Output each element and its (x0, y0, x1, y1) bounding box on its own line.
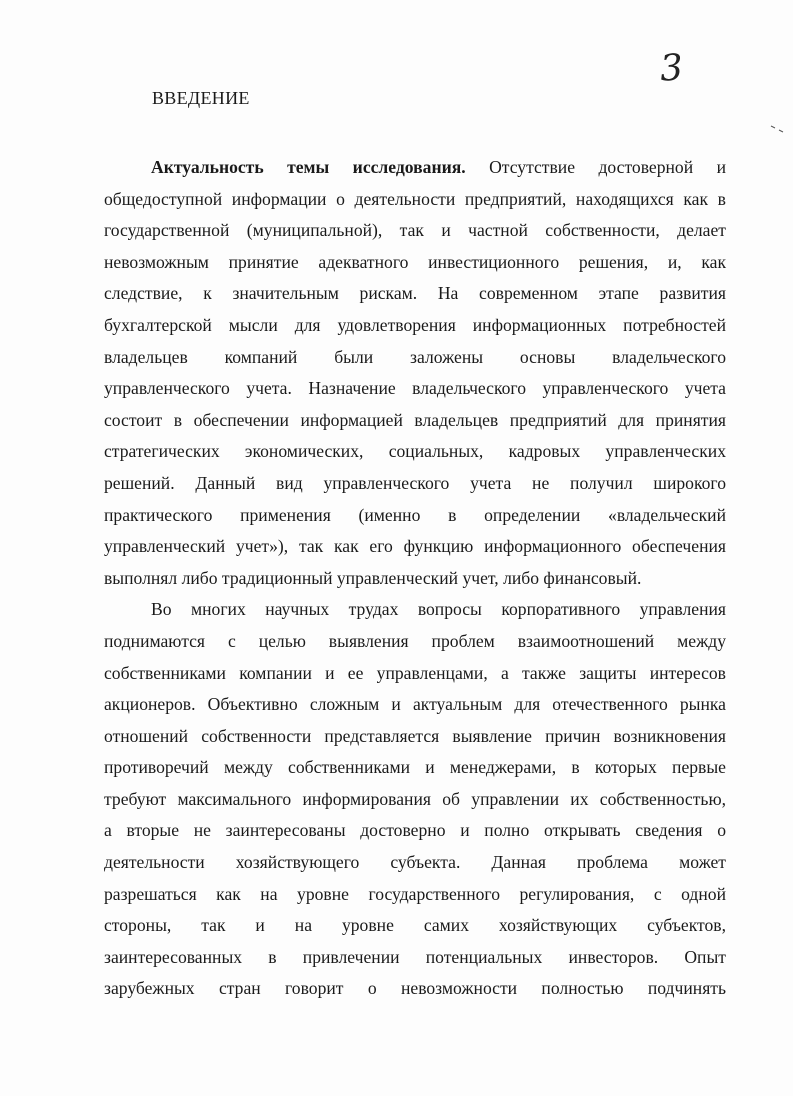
paragraph-1-line-1 (104, 152, 726, 184)
paragraph-2-line: требуют максимального информирования об управлении их собственностью, (104, 788, 726, 809)
paragraph-1-line: решений. Данный вид управленческого учета не получил широкого (104, 472, 726, 493)
paragraph-2-line: противоречий между собственниками и менеджерами, в которых первые (104, 757, 726, 778)
paragraph-2-line: стороны, так и на уровне самих хозяйствующих субъектов, (104, 915, 726, 936)
paragraph-2-line: зарубежных стран говорит о невозможности полностью подчинять (104, 978, 726, 999)
paragraph-1-line: общедоступной информации о деятельности предприятий, находящихся как в (104, 188, 726, 209)
handwritten-page-number: 3 (658, 47, 685, 90)
paragraph-2-line: акционеров. Объективно сложным и актуальным для отечественного рынка (104, 694, 726, 715)
paragraph-2-line: собственниками компании и ее управленцами, а также защиты интересов (104, 662, 726, 683)
paragraph-1-line: стратегических экономических, социальных, кадровых управленческих (104, 441, 726, 462)
paragraph-1-line: практического применения (именно в определении «владельческий (104, 504, 726, 525)
paragraph-1-line: управленческий учет»), так как его функцию информационного обеспечения (104, 536, 726, 557)
scan-artifact-mark (770, 124, 784, 134)
paragraph-1-line: государственной (муниципальной), так и частной собственности, делает (104, 220, 726, 241)
paragraph-1-bold-lead: Актуальность темы исследования. (151, 157, 466, 177)
paragraph-2-line: Во многих научных трудах вопросы корпоративного управления (151, 599, 726, 620)
paragraph-2-line: а вторые не заинтересованы достоверно и полно открывать сведения о (104, 820, 726, 841)
paragraph-1-line-1-rest: Отсутствие достоверной и (489, 157, 726, 177)
paragraph-1-line: состоит в обеспечении информацией владельцев предприятий для принятия (104, 409, 726, 430)
paragraph-1-line: управленческого учета. Назначение владельческого управленческого учета (104, 378, 726, 399)
paragraph-2-line: поднимаются с целью выявления проблем взаимоотношений между (104, 630, 726, 651)
paragraph-1-line: владельцев компаний были заложены основы владельческого (104, 346, 726, 367)
paragraph-2-line: отношений собственности представляется выявление причин возникновения (104, 725, 726, 746)
body-text (104, 152, 726, 1005)
paragraph-1-line: выполнял либо традиционный управленческий учет, либо финансовый. (104, 567, 642, 588)
paragraph-2-line: разрешаться как на уровне государственного регулирования, с одной (104, 883, 726, 904)
paragraph-2-line: заинтересованных в привлечении потенциальных инвесторов. Опыт (104, 946, 726, 967)
paragraph-1-line: бухгалтерской мысли для удовлетворения информационных потребностей (104, 314, 726, 335)
paragraph-2-line: деятельности хозяйствующего субъекта. Данная проблема может (104, 852, 726, 873)
section-heading: ВВЕДЕНИЕ (152, 88, 250, 108)
paragraph-1-line: невозможным принятие адекватного инвестиционного решения, и, как (104, 251, 726, 272)
paragraph-1-line: следствие, к значительным рискам. На современном этапе развития (104, 283, 726, 304)
